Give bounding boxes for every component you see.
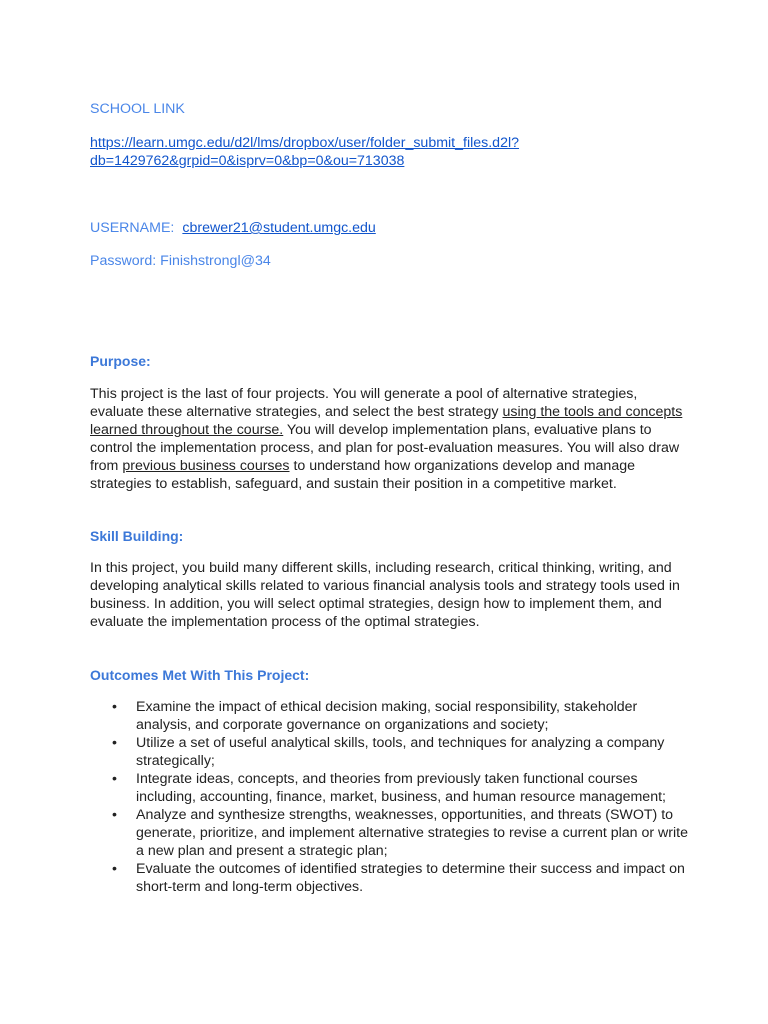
username-link[interactable]: cbrewer21@student.umgc.edu	[182, 220, 376, 236]
purpose-link-courses[interactable]: previous business courses	[122, 458, 290, 474]
username-label: USERNAME:	[90, 220, 175, 236]
purpose-link-tools[interactable]: using the tools and concepts learned throughout the course.	[90, 404, 683, 438]
password-text: Password: Finishstrongl@34	[90, 253, 271, 269]
outcomes-heading: Outcomes Met With This Project:	[90, 667, 310, 683]
school-link-url-line-2[interactable]: db=1429762&grpid=0&isprv=0&bp=0&ou=713038	[90, 153, 405, 169]
school-link-label: SCHOOL LINK	[90, 101, 185, 117]
school-link-url-line-1[interactable]: https://learn.umgc.edu/d2l/lms/dropbox/user/folder_submit_files.d2l?	[90, 135, 520, 151]
purpose-heading: Purpose:	[90, 353, 151, 369]
list-item: • Evaluate the outcomes of identified strategies to determine their success and impact on short-term and long-term objectives.	[90, 860, 690, 896]
purpose-text-3: to understand how organizations develop and manage strategies to establish, safeguard, and sustain their position in a competitive market.	[90, 458, 635, 492]
list-item: • Examine the impact of ethical decision making, social responsibility, stakeholder analysis, and corporate governance on organizations and society;	[90, 698, 690, 734]
school-link-url[interactable]	[90, 134, 690, 170]
purpose-text-2: You will develop implementation plans, evaluative plans to control the implementation process, and plan for post-evaluation measures. You will also draw from	[90, 422, 680, 474]
list-item: • Utilize a set of useful analytical skills, tools, and techniques for analyzing a company strategically;	[90, 734, 690, 770]
purpose-text-1: This project is the last of four projects. You will generate a pool of alternative strategies, evaluate these alternative strategies, and select the best strategy	[90, 386, 638, 420]
list-item: • Analyze and synthesize strengths, weaknesses, opportunities, and threats (SWOT) to generate, prioritize, and implement alternative strategies to revise a current plan or write a new plan and present a strategic plan;	[90, 806, 690, 860]
outcomes-list	[90, 698, 690, 896]
purpose-paragraph	[90, 385, 690, 493]
skill-building-paragraph: In this project, you build many different skills, including research, critical thinking, writing, and developing analytical skills related to various financial analysis tools and strategy tools used in business. In addition, you will select optimal strategies, design how to implement them, and evaluate the implementation process of the optimal strategies.	[90, 560, 680, 630]
list-item: • Integrate ideas, concepts, and theories from previously taken functional courses including, accounting, finance, market, business, and human resource management;	[90, 770, 690, 806]
username-row	[90, 219, 690, 237]
skill-building-heading: Skill Building:	[90, 528, 184, 544]
